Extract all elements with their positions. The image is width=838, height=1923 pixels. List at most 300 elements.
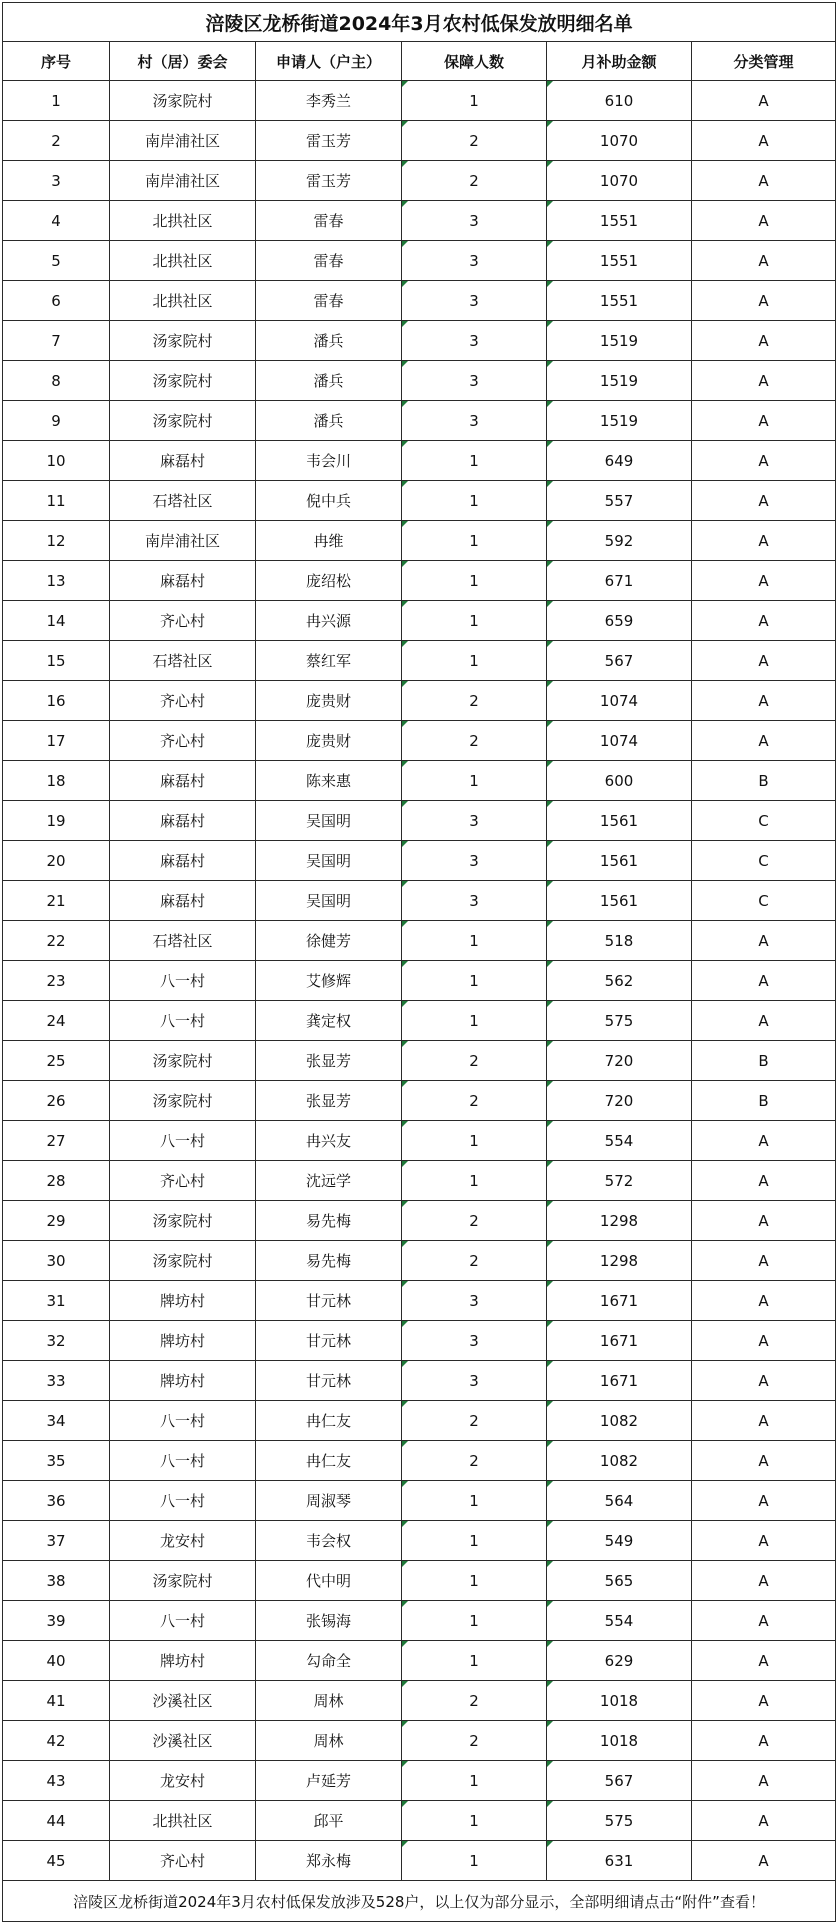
- cell-persons: 1: [402, 1161, 547, 1201]
- table-row: [3, 1841, 836, 1881]
- cell-committee: 汤家院村: [110, 1201, 256, 1241]
- footer-note: 涪陵区龙桥街道2024年3月农村低保发放涉及528户，以上仅为部分显示，全部明细请点击“附件”查看！: [3, 1881, 836, 1922]
- table-row: [3, 601, 836, 641]
- cell-applicant: 倪中兵: [256, 481, 402, 521]
- cell-persons: 2: [402, 1041, 547, 1081]
- cell-persons: 2: [402, 1441, 547, 1481]
- cell-committee: 麻磊村: [110, 561, 256, 601]
- cell-amount: 1551: [547, 241, 692, 281]
- cell-persons: 1: [402, 1801, 547, 1841]
- col-header-committee: 村（居）委会: [110, 42, 256, 81]
- cell-persons: 3: [402, 201, 547, 241]
- cell-applicant: 雷玉芳: [256, 161, 402, 201]
- cell-amount: 631: [547, 1841, 692, 1881]
- cell-amount: 549: [547, 1521, 692, 1561]
- cell-persons: 3: [402, 361, 547, 401]
- cell-category: C: [692, 841, 836, 881]
- cell-category: A: [692, 681, 836, 721]
- cell-applicant: 雷春: [256, 241, 402, 281]
- cell-index: 13: [3, 561, 110, 601]
- cell-applicant: 勾命全: [256, 1641, 402, 1681]
- cell-persons: 3: [402, 321, 547, 361]
- cell-amount: 671: [547, 561, 692, 601]
- cell-committee: 石塔社区: [110, 921, 256, 961]
- cell-persons: 2: [402, 1681, 547, 1721]
- cell-committee: 石塔社区: [110, 641, 256, 681]
- table-row: [3, 961, 836, 1001]
- cell-index: 40: [3, 1641, 110, 1681]
- table-row: [3, 161, 836, 201]
- cell-applicant: 吴国明: [256, 801, 402, 841]
- cell-category: A: [692, 321, 836, 361]
- table-row: [3, 841, 836, 881]
- table-row: [3, 721, 836, 761]
- cell-category: A: [692, 1681, 836, 1721]
- cell-persons: 2: [402, 1721, 547, 1761]
- col-header-persons: 保障人数: [402, 42, 547, 81]
- header-row: [3, 42, 836, 81]
- cell-index: 23: [3, 961, 110, 1001]
- col-header-index: 序号: [3, 42, 110, 81]
- cell-applicant: 张显芳: [256, 1041, 402, 1081]
- cell-index: 30: [3, 1241, 110, 1281]
- table-row: [3, 1041, 836, 1081]
- table-row: [3, 481, 836, 521]
- cell-persons: 2: [402, 1081, 547, 1121]
- cell-amount: 1671: [547, 1321, 692, 1361]
- cell-amount: 518: [547, 921, 692, 961]
- cell-applicant: 李秀兰: [256, 81, 402, 121]
- cell-persons: 2: [402, 121, 547, 161]
- cell-index: 12: [3, 521, 110, 561]
- cell-applicant: 雷春: [256, 281, 402, 321]
- cell-committee: 八一村: [110, 1001, 256, 1041]
- cell-category: A: [692, 1841, 836, 1881]
- table-row: [3, 1721, 836, 1761]
- allowance-table: [2, 2, 836, 1922]
- cell-category: A: [692, 1641, 836, 1681]
- cell-amount: 1519: [547, 401, 692, 441]
- col-header-amount: 月补助金额: [547, 42, 692, 81]
- cell-index: 14: [3, 601, 110, 641]
- cell-applicant: 甘元林: [256, 1281, 402, 1321]
- table-row: [3, 1161, 836, 1201]
- cell-committee: 龙安村: [110, 1761, 256, 1801]
- cell-committee: 龙安村: [110, 1521, 256, 1561]
- cell-applicant: 吴国明: [256, 841, 402, 881]
- cell-category: A: [692, 481, 836, 521]
- cell-persons: 1: [402, 1481, 547, 1521]
- cell-committee: 汤家院村: [110, 1081, 256, 1121]
- cell-applicant: 邱平: [256, 1801, 402, 1841]
- cell-committee: 沙溪社区: [110, 1721, 256, 1761]
- cell-category: A: [692, 161, 836, 201]
- table-row: [3, 641, 836, 681]
- cell-applicant: 周林: [256, 1721, 402, 1761]
- table-row: [3, 1441, 836, 1481]
- cell-applicant: 甘元林: [256, 1361, 402, 1401]
- cell-applicant: 周淑琴: [256, 1481, 402, 1521]
- table-row: [3, 1001, 836, 1041]
- cell-committee: 北拱社区: [110, 201, 256, 241]
- cell-amount: 1074: [547, 681, 692, 721]
- cell-applicant: 甘元林: [256, 1321, 402, 1361]
- cell-amount: 1519: [547, 361, 692, 401]
- cell-amount: 567: [547, 1761, 692, 1801]
- table-row: [3, 1281, 836, 1321]
- cell-index: 41: [3, 1681, 110, 1721]
- cell-committee: 汤家院村: [110, 1561, 256, 1601]
- cell-persons: 1: [402, 1521, 547, 1561]
- table-row: [3, 401, 836, 441]
- table-row: [3, 1761, 836, 1801]
- cell-amount: 720: [547, 1041, 692, 1081]
- cell-committee: 北拱社区: [110, 281, 256, 321]
- cell-category: A: [692, 1281, 836, 1321]
- cell-persons: 3: [402, 881, 547, 921]
- cell-index: 20: [3, 841, 110, 881]
- cell-index: 22: [3, 921, 110, 961]
- cell-applicant: 张显芳: [256, 1081, 402, 1121]
- cell-amount: 1074: [547, 721, 692, 761]
- cell-index: 5: [3, 241, 110, 281]
- cell-amount: 567: [547, 641, 692, 681]
- cell-persons: 1: [402, 641, 547, 681]
- cell-index: 36: [3, 1481, 110, 1521]
- table-row: [3, 1641, 836, 1681]
- cell-category: A: [692, 121, 836, 161]
- cell-category: A: [692, 641, 836, 681]
- cell-committee: 麻磊村: [110, 441, 256, 481]
- table-row: [3, 201, 836, 241]
- cell-index: 39: [3, 1601, 110, 1641]
- cell-index: 44: [3, 1801, 110, 1841]
- cell-index: 37: [3, 1521, 110, 1561]
- cell-applicant: 徐健芳: [256, 921, 402, 961]
- table-row: [3, 921, 836, 961]
- cell-category: A: [692, 1481, 836, 1521]
- cell-category: A: [692, 1001, 836, 1041]
- cell-category: A: [692, 1161, 836, 1201]
- table-row: [3, 1601, 836, 1641]
- table-row: [3, 1521, 836, 1561]
- cell-committee: 齐心村: [110, 721, 256, 761]
- cell-applicant: 冉仁友: [256, 1401, 402, 1441]
- cell-index: 1: [3, 81, 110, 121]
- cell-category: A: [692, 201, 836, 241]
- cell-persons: 2: [402, 721, 547, 761]
- cell-committee: 牌坊村: [110, 1281, 256, 1321]
- cell-category: A: [692, 1401, 836, 1441]
- cell-applicant: 潘兵: [256, 361, 402, 401]
- cell-committee: 沙溪社区: [110, 1681, 256, 1721]
- col-header-applicant: 申请人（户主）: [256, 42, 402, 81]
- cell-amount: 575: [547, 1001, 692, 1041]
- cell-committee: 八一村: [110, 1481, 256, 1521]
- cell-category: A: [692, 361, 836, 401]
- table-row: [3, 121, 836, 161]
- cell-committee: 八一村: [110, 1121, 256, 1161]
- cell-amount: 1070: [547, 161, 692, 201]
- cell-amount: 564: [547, 1481, 692, 1521]
- cell-index: 7: [3, 321, 110, 361]
- cell-committee: 牌坊村: [110, 1641, 256, 1681]
- cell-category: A: [692, 1561, 836, 1601]
- cell-applicant: 吴国明: [256, 881, 402, 921]
- cell-category: A: [692, 1361, 836, 1401]
- cell-category: B: [692, 761, 836, 801]
- cell-persons: 1: [402, 601, 547, 641]
- cell-persons: 1: [402, 921, 547, 961]
- cell-committee: 麻磊村: [110, 841, 256, 881]
- cell-committee: 牌坊村: [110, 1361, 256, 1401]
- table-body: [3, 81, 836, 1881]
- title-row: [3, 3, 836, 42]
- cell-persons: 2: [402, 1401, 547, 1441]
- cell-applicant: 龚定权: [256, 1001, 402, 1041]
- cell-applicant: 庞绍松: [256, 561, 402, 601]
- cell-committee: 牌坊村: [110, 1321, 256, 1361]
- cell-persons: 1: [402, 1001, 547, 1041]
- cell-category: A: [692, 921, 836, 961]
- cell-committee: 汤家院村: [110, 401, 256, 441]
- cell-applicant: 蔡红军: [256, 641, 402, 681]
- cell-index: 28: [3, 1161, 110, 1201]
- table-row: [3, 1121, 836, 1161]
- table-title: 涪陵区龙桥街道2024年3月农村低保发放明细名单: [3, 3, 836, 42]
- cell-amount: 600: [547, 761, 692, 801]
- cell-amount: 1561: [547, 881, 692, 921]
- cell-amount: 1561: [547, 841, 692, 881]
- cell-index: 26: [3, 1081, 110, 1121]
- cell-applicant: 艾修辉: [256, 961, 402, 1001]
- cell-committee: 齐心村: [110, 601, 256, 641]
- table-row: [3, 281, 836, 321]
- table-row: [3, 801, 836, 841]
- cell-committee: 汤家院村: [110, 321, 256, 361]
- cell-amount: 1018: [547, 1721, 692, 1761]
- cell-committee: 麻磊村: [110, 761, 256, 801]
- cell-amount: 659: [547, 601, 692, 641]
- cell-persons: 3: [402, 1281, 547, 1321]
- cell-amount: 592: [547, 521, 692, 561]
- cell-persons: 3: [402, 401, 547, 441]
- cell-committee: 麻磊村: [110, 881, 256, 921]
- table-row: [3, 881, 836, 921]
- cell-applicant: 潘兵: [256, 321, 402, 361]
- cell-category: A: [692, 1521, 836, 1561]
- cell-applicant: 韦会权: [256, 1521, 402, 1561]
- cell-index: 21: [3, 881, 110, 921]
- cell-persons: 1: [402, 961, 547, 1001]
- cell-index: 45: [3, 1841, 110, 1881]
- cell-persons: 1: [402, 1841, 547, 1881]
- cell-index: 18: [3, 761, 110, 801]
- cell-amount: 1298: [547, 1201, 692, 1241]
- cell-applicant: 冉兴源: [256, 601, 402, 641]
- cell-amount: 554: [547, 1601, 692, 1641]
- table-row: [3, 1481, 836, 1521]
- cell-index: 31: [3, 1281, 110, 1321]
- cell-amount: 1561: [547, 801, 692, 841]
- cell-index: 25: [3, 1041, 110, 1081]
- cell-category: A: [692, 1201, 836, 1241]
- cell-applicant: 庞贵财: [256, 721, 402, 761]
- cell-index: 34: [3, 1401, 110, 1441]
- table-row: [3, 1561, 836, 1601]
- cell-persons: 1: [402, 1641, 547, 1681]
- cell-amount: 1082: [547, 1441, 692, 1481]
- cell-category: A: [692, 441, 836, 481]
- cell-category: A: [692, 281, 836, 321]
- table-row: [3, 1401, 836, 1441]
- table-row: [3, 521, 836, 561]
- cell-amount: 1671: [547, 1361, 692, 1401]
- cell-index: 32: [3, 1321, 110, 1361]
- cell-index: 24: [3, 1001, 110, 1041]
- cell-amount: 572: [547, 1161, 692, 1201]
- cell-persons: 1: [402, 1601, 547, 1641]
- cell-applicant: 沈远学: [256, 1161, 402, 1201]
- cell-committee: 汤家院村: [110, 1241, 256, 1281]
- cell-persons: 1: [402, 481, 547, 521]
- cell-amount: 575: [547, 1801, 692, 1841]
- table-row: [3, 681, 836, 721]
- cell-committee: 麻磊村: [110, 801, 256, 841]
- table-row: [3, 361, 836, 401]
- cell-category: A: [692, 81, 836, 121]
- cell-index: 17: [3, 721, 110, 761]
- cell-category: A: [692, 1321, 836, 1361]
- cell-amount: 1551: [547, 201, 692, 241]
- cell-committee: 齐心村: [110, 681, 256, 721]
- cell-persons: 2: [402, 161, 547, 201]
- cell-index: 16: [3, 681, 110, 721]
- cell-index: 42: [3, 1721, 110, 1761]
- cell-index: 8: [3, 361, 110, 401]
- cell-category: C: [692, 881, 836, 921]
- cell-persons: 1: [402, 521, 547, 561]
- cell-committee: 八一村: [110, 1401, 256, 1441]
- cell-category: A: [692, 521, 836, 561]
- cell-index: 2: [3, 121, 110, 161]
- cell-amount: 649: [547, 441, 692, 481]
- cell-index: 4: [3, 201, 110, 241]
- cell-applicant: 冉仁友: [256, 1441, 402, 1481]
- table-row: [3, 761, 836, 801]
- cell-persons: 3: [402, 1361, 547, 1401]
- cell-amount: 1018: [547, 1681, 692, 1721]
- cell-amount: 629: [547, 1641, 692, 1681]
- table-row: [3, 241, 836, 281]
- cell-amount: 1082: [547, 1401, 692, 1441]
- cell-index: 43: [3, 1761, 110, 1801]
- cell-category: B: [692, 1041, 836, 1081]
- table-row: [3, 561, 836, 601]
- cell-applicant: 张锡海: [256, 1601, 402, 1641]
- cell-committee: 汤家院村: [110, 361, 256, 401]
- cell-category: A: [692, 961, 836, 1001]
- cell-persons: 3: [402, 1321, 547, 1361]
- cell-committee: 石塔社区: [110, 481, 256, 521]
- cell-committee: 八一村: [110, 1441, 256, 1481]
- cell-amount: 1551: [547, 281, 692, 321]
- cell-persons: 1: [402, 561, 547, 601]
- cell-persons: 2: [402, 681, 547, 721]
- cell-category: A: [692, 1121, 836, 1161]
- cell-category: A: [692, 1441, 836, 1481]
- cell-committee: 北拱社区: [110, 1801, 256, 1841]
- cell-persons: 1: [402, 81, 547, 121]
- cell-persons: 3: [402, 801, 547, 841]
- cell-amount: 1070: [547, 121, 692, 161]
- table-row: [3, 1801, 836, 1841]
- cell-committee: 汤家院村: [110, 81, 256, 121]
- cell-applicant: 冉维: [256, 521, 402, 561]
- cell-persons: 3: [402, 841, 547, 881]
- cell-applicant: 易先梅: [256, 1201, 402, 1241]
- cell-index: 33: [3, 1361, 110, 1401]
- cell-category: A: [692, 241, 836, 281]
- cell-persons: 1: [402, 1561, 547, 1601]
- cell-category: A: [692, 561, 836, 601]
- cell-committee: 齐心村: [110, 1841, 256, 1881]
- cell-persons: 1: [402, 441, 547, 481]
- table-row: [3, 1201, 836, 1241]
- cell-category: A: [692, 721, 836, 761]
- cell-category: A: [692, 1761, 836, 1801]
- cell-persons: 1: [402, 1761, 547, 1801]
- cell-applicant: 冉兴友: [256, 1121, 402, 1161]
- cell-index: 10: [3, 441, 110, 481]
- cell-category: A: [692, 601, 836, 641]
- table-row: [3, 321, 836, 361]
- cell-committee: 南岸浦社区: [110, 121, 256, 161]
- table-row: [3, 1081, 836, 1121]
- cell-committee: 汤家院村: [110, 1041, 256, 1081]
- cell-amount: 720: [547, 1081, 692, 1121]
- cell-committee: 齐心村: [110, 1161, 256, 1201]
- cell-index: 35: [3, 1441, 110, 1481]
- cell-index: 38: [3, 1561, 110, 1601]
- cell-applicant: 代中明: [256, 1561, 402, 1601]
- cell-committee: 八一村: [110, 961, 256, 1001]
- cell-committee: 南岸浦社区: [110, 521, 256, 561]
- col-header-category: 分类管理: [692, 42, 836, 81]
- table-row: [3, 1241, 836, 1281]
- cell-persons: 3: [402, 241, 547, 281]
- cell-amount: 554: [547, 1121, 692, 1161]
- cell-applicant: 庞贵财: [256, 681, 402, 721]
- cell-committee: 南岸浦社区: [110, 161, 256, 201]
- cell-index: 11: [3, 481, 110, 521]
- cell-persons: 1: [402, 761, 547, 801]
- table-row: [3, 441, 836, 481]
- cell-category: A: [692, 1601, 836, 1641]
- cell-index: 6: [3, 281, 110, 321]
- cell-category: C: [692, 801, 836, 841]
- cell-amount: 565: [547, 1561, 692, 1601]
- cell-amount: 610: [547, 81, 692, 121]
- cell-category: A: [692, 1801, 836, 1841]
- cell-persons: 2: [402, 1201, 547, 1241]
- cell-category: A: [692, 1241, 836, 1281]
- cell-persons: 1: [402, 1121, 547, 1161]
- cell-index: 27: [3, 1121, 110, 1161]
- cell-index: 29: [3, 1201, 110, 1241]
- cell-amount: 1298: [547, 1241, 692, 1281]
- cell-applicant: 潘兵: [256, 401, 402, 441]
